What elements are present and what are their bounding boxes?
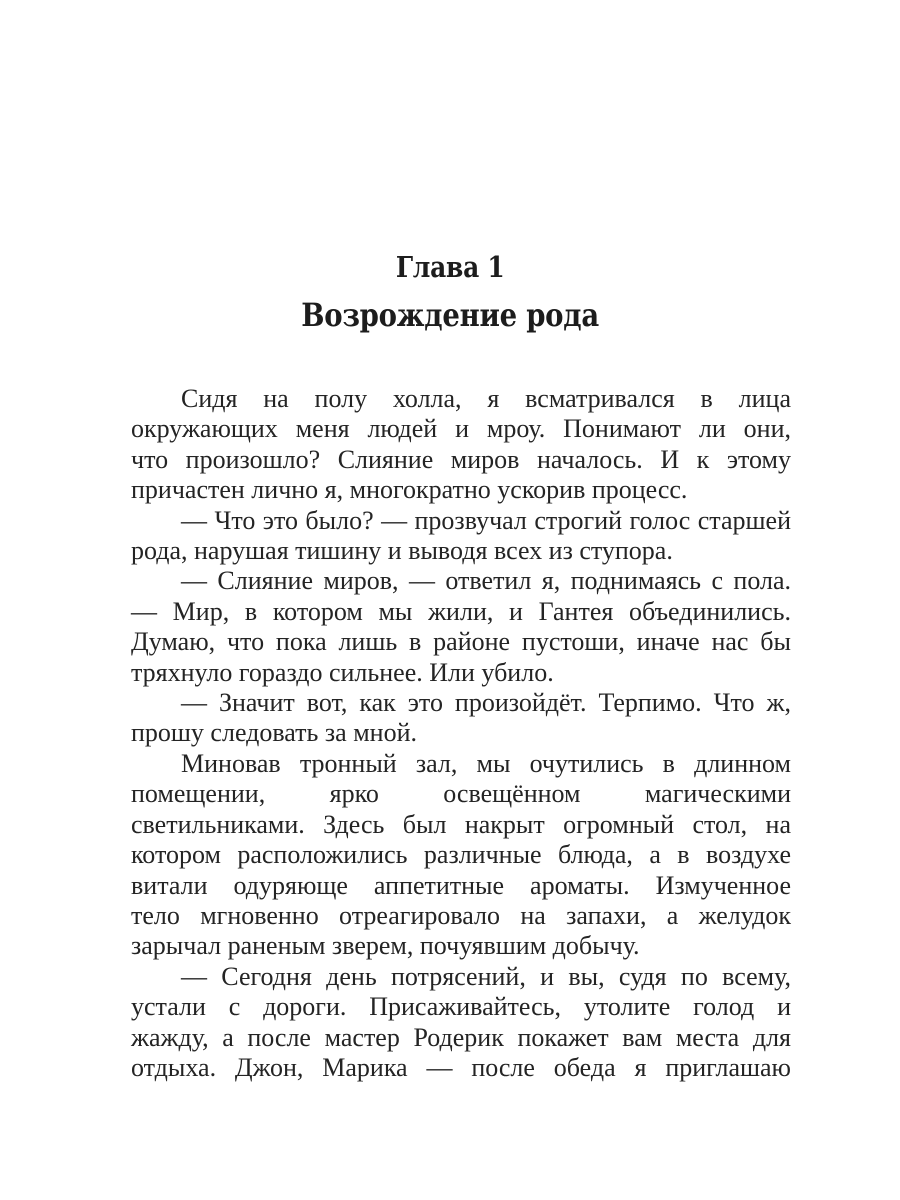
paragraph [131, 506, 791, 567]
chapter-heading [0, 0, 900, 334]
chapter-title-text: Возрождение рода [301, 296, 599, 334]
chapter-title [0, 297, 900, 334]
text-line: Сидя на полу холла, я всматривался в лица [181, 384, 791, 413]
text-line: рода, нарушая тишину и выводя всех из ступора. [131, 536, 673, 566]
paragraph [131, 688, 791, 749]
paragraph [131, 566, 791, 688]
text-line: витали одуряюще аппетитные ароматы. Измученное [131, 870, 791, 900]
text-line: светильниками. Здесь был накрыт огромный стол, на [131, 809, 791, 839]
text-line: что произошло? Слияние миров началось. И к этому [131, 444, 791, 474]
text-line: — Сегодня день потрясений, и вы, судя по всему, [181, 961, 791, 991]
text-line: помещении, ярко освещённом магическими [131, 779, 791, 809]
paragraph [131, 749, 791, 962]
text-line: отдыха. Джон, Марика — после обеда я приглашаю [131, 1052, 791, 1082]
text-line: зарычал раненым зверем, почуявшим добычу. [131, 931, 640, 961]
chapter-number-text: Глава 1 [395, 250, 505, 284]
text-line: — Мир, в котором мы жили, и Гантея объединились. [131, 596, 791, 626]
text-line: — Значит вот, как это произойдёт. Терпимо. Что ж, [181, 688, 791, 718]
text-line: Думаю, что пока лишь в районе пустоши, иначе нас бы [131, 627, 791, 657]
text-line: тряхнуло гораздо сильнее. Или убило. [131, 657, 554, 687]
text-line: котором расположились различные блюда, а в воздухе [131, 840, 791, 870]
text-line: прошу следовать за мной. [131, 718, 417, 748]
text-line: Миновав тронный зал, мы очутились в длинном [181, 748, 791, 778]
text-line: — Слияние миров, — ответил я, поднимаясь с пола. [181, 566, 791, 596]
text-line: — Что это было? — прозвучал строгий голос старшей [181, 505, 791, 535]
chapter-number [0, 250, 900, 284]
text-line: причастен лично я, многократно ускорив процесс. [131, 475, 688, 505]
paragraph [131, 962, 791, 1084]
text-line: окружающих меня людей и мроу. Понимают ли они, [131, 414, 791, 444]
chapter-text [131, 384, 791, 1083]
text-line: жажду, а после мастер Родерик покажет вам места для [131, 1022, 791, 1052]
paragraph [131, 384, 791, 506]
text-line: устали с дороги. Присаживайтесь, утолите голод и [131, 992, 791, 1022]
text-line: тело мгновенно отреагировало на запахи, а желудок [131, 900, 791, 930]
